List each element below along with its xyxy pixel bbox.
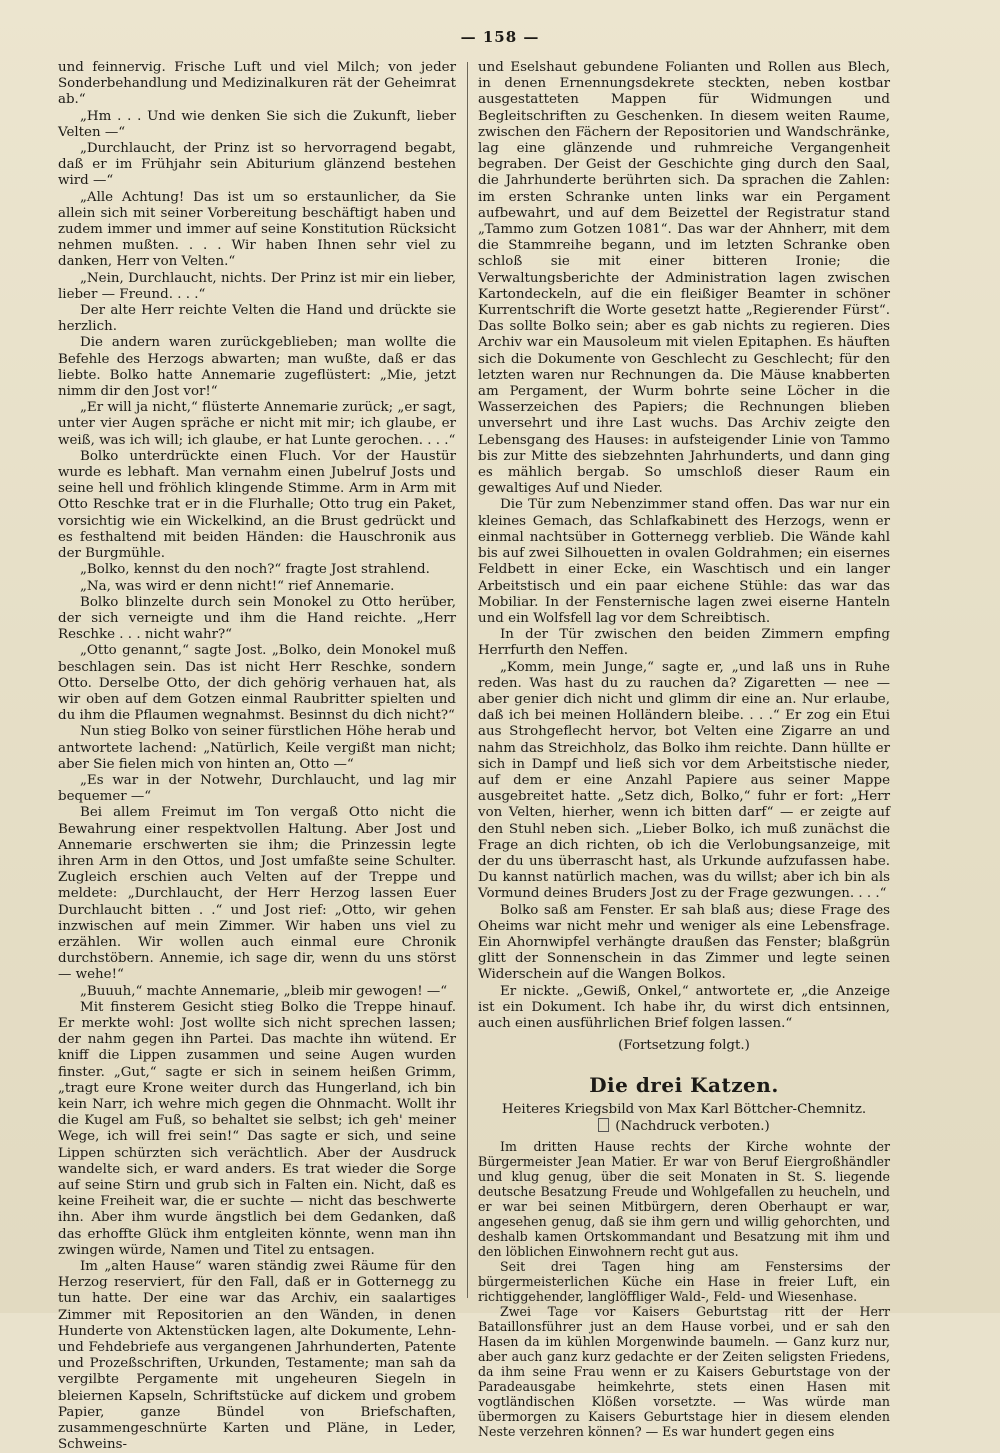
- story-paragraph: Im dritten Hause rechts der Kirche wohnte der Bürgermeister Jean Matier. Er war von Beruf Eiergroßhändler und klug genug, über die seit Monaten in St. S. liegende deutsche Besatzung Freude und Wohlgefallen zu heucheln, und er war bei seinen Mitbürgern, deren Oberhaupt er war, angesehen genug, daß sie ihm gern und willig gehorchten, und deshalb kamen Ortskommandant und Besatzung mit ihm und den löblichen Einwohnern recht gut aus.: [478, 1139, 890, 1260]
- paragraph: Die andern waren zurückgeblieben; man wollte die Befehle des Herzogs abwarten; man wußte, daß er das liebte. Bolko hatte Annemarie zugeflüstert: „Mie, jetzt nimm dir den Jost vor!“: [58, 335, 456, 400]
- paragraph: Die Tür zum Nebenzimmer stand offen. Das war nur ein kleines Gemach, das Schlafkabinett des Herzogs, wenn er einmal nachtsüber in Gotternegg verblieb. Die Wände kahl bis auf zwei Silhouetten in ovalen Goldrahmen; ein eisernes Feldbett in einer Ecke, ein Waschtisch und ein langer Arbeitstisch und ein paar eichene Stühle: das war das Mobiliar. In der Fensternische lagen zwei eiserne Hanteln und ein Wolfsfell lag vor dem Schreibtisch.: [478, 497, 890, 626]
- paragraph: „Durchlaucht, der Prinz ist so hervorragend begabt, daß er im Frühjahr sein Abiturium glänzend bestehen wird —“: [58, 141, 456, 189]
- paragraph: „Es war in der Notwehr, Durchlaucht, und lag mir bequemer —“: [58, 772, 456, 805]
- paragraph: Bei allem Freimut im Ton vergaß Otto nicht die Bewahrung einer respektvollen Haltung. Aber Jost und Annemarie erschwerten sie ihm; die Prinzessin legte ihren Arm in den Ottos, und Jost umfaßte seine Schulter. Zugleich erschien auch Velten auf der Treppe und meldete: „Durchlaucht, der Herr Herzog lassen Euer Durchlaucht bitten . .“ und Jost rief: „Otto, wir gehen inzwischen auf mein Zimmer. Wir haben uns viel zu erzählen. Wir wollen auch einmal eure Chronik durchstöbern. Annemie, ich sage dir, wenn du uns störst — wehe!“: [58, 805, 456, 983]
- paragraph: „Er will ja nicht,“ flüsterte Annemarie zurück; „er sagt, unter vier Augen spräche er nicht mit mir; ich glaube, er weiß, was ich will; ich glaube, er hat Lunte gerochen. . . .“: [58, 400, 456, 448]
- reprint-notice-text: (Nachdruck verboten.): [615, 1119, 770, 1135]
- reprint-notice: [478, 1118, 890, 1135]
- continuation-note: (Fortsetzung folgt.): [618, 1038, 750, 1054]
- column-divider: [467, 62, 468, 1298]
- right-column: [478, 60, 890, 1440]
- left-column: [58, 60, 456, 1453]
- story-subtitle: Heiteres Kriegsbild von Max Karl Böttcher-Chemnitz.: [501, 1102, 867, 1118]
- paragraph: Bolko saß am Fenster. Er sah blaß aus; diese Frage des Oheims war nicht mehr und weniger als eine Lebensfrage. Ein Ahornwipfel verhängte draußen das Fenster; blaßgrün glitt der Sonnenschein in das Zimmer und legte seinen Widerschein auf die Wangen Bolkos.: [478, 902, 890, 983]
- paragraph: „Hm . . . Und wie denken Sie sich die Zukunft, lieber Velten —“: [58, 108, 456, 140]
- paragraph: „Otto genannt,“ sagte Jost. „Bolko, dein Monokel muß beschlagen sein. Das ist nicht Herr Reschke, sondern Otto. Derselbe Otto, der dich gehörig verhauen hat, als wir oben auf dem Gotzen einmal Raubritter spielten und du ihm die Pflaumen wegnahmst. Besinnst du dich nicht?“: [58, 643, 456, 724]
- paragraph: Bolko blinzelte durch sein Monokel zu Otto herüber, der sich verneigte und ihm die Hand reichte. „Herr Reschke . . . nicht wahr?“: [58, 594, 456, 643]
- paragraph: Im „alten Hause“ waren ständig zwei Räume für den Herzog reserviert, für den Fall, daß er in Gotternegg zu tun hatte. Der eine war das Archiv, ein saalartiges Zimmer mit Repositorien an den Wänden, in denen Hunderte von Aktenstücken lagen, alte Dokumente, Lehn- und Fehdebriefe aus vergangenen Jahrhunderten, Patente und Prozeßschriften, Urkunden, Testamente; man sah da vergilbte Pergamente mit ungeheuren Siegeln in bleiernen Kapseln, Schriftstücke auf dickem und grobem Papier, ganze Bündel von Briefschaften, zusammengeschnürte Karten und Pläne, in Leder, Schweins-: [58, 1259, 456, 1453]
- paragraph: „Komm, mein Junge,“ sagte er, „und laß uns in Ruhe reden. Was hast du zu rauchen da? Zigaretten — nee — aber genier dich nicht und glimm dir eine an. Nur erlaube, daß ich bei meinen Holländern bleibe. . . .“ Er zog ein Etui aus Strohgeflecht hervor, bot Velten eine Zigarre an und nahm das Streichholz, das Bolko ihm reichte. Dann hüllte er sich in Dampf und ließ sich vor dem Arbeitstische nieder, auf dem er eine Anzahl Papiere aus seiner Mappe ausgebreitet hatte. „Setz dich, Bolko,“ fuhr er fort: „Herr von Velten, hierher, wenn ich bitten darf“ — er zeigte auf den Stuhl neben sich. „Lieber Bolko, ich muß zunächst die Frage an dich richten, ob ich die Verlobungsanzeige, mit der du uns überrascht hast, als Urkunde aufzufassen habe. Du kannst natürlich machen, was du willst; aber ich bin als Vormund deines Bruders Jost zu der Frage gezwungen. . . .“: [478, 659, 890, 902]
- paragraph: Mit finsterem Gesicht stieg Bolko die Treppe hinauf. Er merkte wohl: Jost wollte sich nicht sprechen lassen; der nahm gegen ihn Partei. Das machte ihn wütend. Er kniff die Lippen zusammen und seine Augen wurden finster. „Gut,“ sagte er sich in seinem heißen Grimm, „tragt eure Krone weiter durch das Hungerland, ich bin kein Narr, ich wehre mich gegen die Ohnmacht. Wollt ihr die Kugel am Fuß, so behaltet sie selbst; ich geh' meiner Wege, ich will frei sein!“ Das sagte er sich, und seine Lippen schürzten sich verächtlich. Aber der Ausdruck wandelte sich, er ward anders. Es trat wieder die Sorge auf seine Stirn und grub sich in Falten ein. Nicht, daß es keine Freiheit war, die er suchte — nicht das beschwerte ihn. Aber ihm wurde ängstlich bei dem Gedanken, daß das erhoffte Glück ihm entgleiten könnte, wenn man ihn zwingen würde, Namen und Titel zu entsagen.: [58, 999, 456, 1258]
- paragraph: In der Tür zwischen den beiden Zimmern empfing Herrfurth den Neffen.: [478, 627, 890, 659]
- paragraph: und feinnervig. Frische Luft und viel Milch; von jeder Sonderbehandlung und Medizinalkuren rät der Geheimrat ab.“: [58, 60, 456, 108]
- paragraph: Der alte Herr reichte Velten die Hand und drückte sie herzlich.: [58, 303, 456, 335]
- marker-icon: [598, 1118, 609, 1132]
- paragraph: „Nein, Durchlaucht, nichts. Der Prinz ist mir ein lieber, lieber — Freund. . . .“: [58, 270, 456, 302]
- paragraph: „Na, was wird er denn nicht!“ rief Annemarie.: [80, 578, 395, 594]
- paragraph: „Buuuh,“ machte Annemarie, „bleib mir gewogen! —“: [80, 983, 448, 999]
- paragraph: Er nickte. „Gewiß, Onkel,“ antwortete er, „die Anzeige ist ein Dokument. Ich habe ihr, du wirst dich entsinnen, auch einen ausführlichen Brief folgen lassen.“: [478, 983, 890, 1031]
- story-paragraph: Zwei Tage vor Kaisers Geburtstag ritt der Herr Bataillonsführer just an dem Hause vorbei, und er sah den Hasen da im kühlen Morgenwinde baumeln. — Ganz kurz nur, aber auch ganz kurz gedachte er der Zeiten seligsten Friedens, da ihm seine Frau wenn er zu Kaisers Geburtstage von der Paradeausgabe heimkehrte, stets einen Hasen mit vogtländischen Klößen vorsetzte. — Was würde man übermorgen zu Kaisers Geburtstage hier in diesem elenden Neste verzehren können? — Es war hundert gegen eins: [478, 1304, 890, 1440]
- paragraph: und Eselshaut gebundene Folianten und Rollen aus Blech, in denen Ernennungsdekrete steckten, neben kostbar ausgestatteten Mappen für Widmungen und Begleitschriften zu Geschenken. In diesem weiten Raume, zwischen den Fächern der Repositorien und Wandschränke, lag eine glänzende und ruhmreiche Vergangenheit begraben. Der Geist der Geschichte ging durch den Saal, die Jahrhunderte berührten sich. Da sprachen die Zahlen: im ersten Schranke unten links war ein Pergament aufbewahrt, und auf dem Beizettel der Registratur stand „Tammo zum Gotzen 1081“. Das war der Ahnherr, mit dem die Stammreihe begann, und im letzten Schranke oben schloß sie mit einer bitteren Ironie; die Verwaltungsberichte der Administration lagen zwischen Kartondeckeln, auf die ein fleißiger Beamter in schöner Kurrentschrift die Worte gesetzt hatte „Regierender Fürst“. Das sollte Bolko sein; aber es gab nichts zu regieren. Dies Archiv war ein Mausoleum mit vielen Epitaphen. Es häuften sich die Dokumente von Geschlecht zu Geschlecht; für den letzten waren nur Rechnungen da. Die Mäuse knabberten am Pergament, der Wurm bohrte seine Löcher in die Wasserzeichen des Papiers; die Rechnungen blieben unversehrt und ihre Last wuchs. Das Archiv zeigte den Lebensgang des Hauses: in aufsteigender Linie von Tammo bis zur Mitte des siebzehnten Jahrhunderts, und dann ging es mählich bergab. So umschloß dieser Raum ein gewaltiges Auf und Nieder.: [478, 60, 890, 497]
- page-number: — 158 —: [460, 28, 540, 46]
- paragraph: „Bolko, kennst du den noch?“ fragte Jost strahlend.: [80, 562, 430, 578]
- story-paragraph: Seit drei Tagen hing am Fenstersims der bürgermeisterlichen Küche ein Hase in freier Luft, ein richtiggehender, langlöffliger Wald-, Feld- und Wiesenhase.: [478, 1259, 890, 1305]
- paragraph: Nun stieg Bolko von seiner fürstlichen Höhe herab und antwortete lachend: „Natürlich, Keile vergißt man nicht; aber Sie fielen mich von hinten an, Otto —“: [58, 724, 456, 772]
- paragraph: Bolko unterdrückte einen Fluch. Vor der Haustür wurde es lebhaft. Man vernahm einen Jubelruf Josts und seine hell und fröhlich klingende Stimme. Arm in Arm mit Otto Reschke trat er in die Flurhalle; Otto trug ein Paket, vorsichtig wie ein Wickelkind, an die Brust gedrückt und es festhaltend mit beiden Händen: die Hauschronik aus der Burgmühle.: [58, 448, 456, 562]
- story-title: Die drei Katzen.: [589, 1073, 779, 1098]
- paragraph: „Alle Achtung! Das ist um so erstaunlicher, da Sie allein sich mit seiner Vorbereitung beschäftigt haben und zudem immer und immer auf seine Konstitution Rücksicht nehmen mußten. . . . Wir haben Ihnen sehr viel zu danken, Herr von Velten.“: [58, 189, 456, 270]
